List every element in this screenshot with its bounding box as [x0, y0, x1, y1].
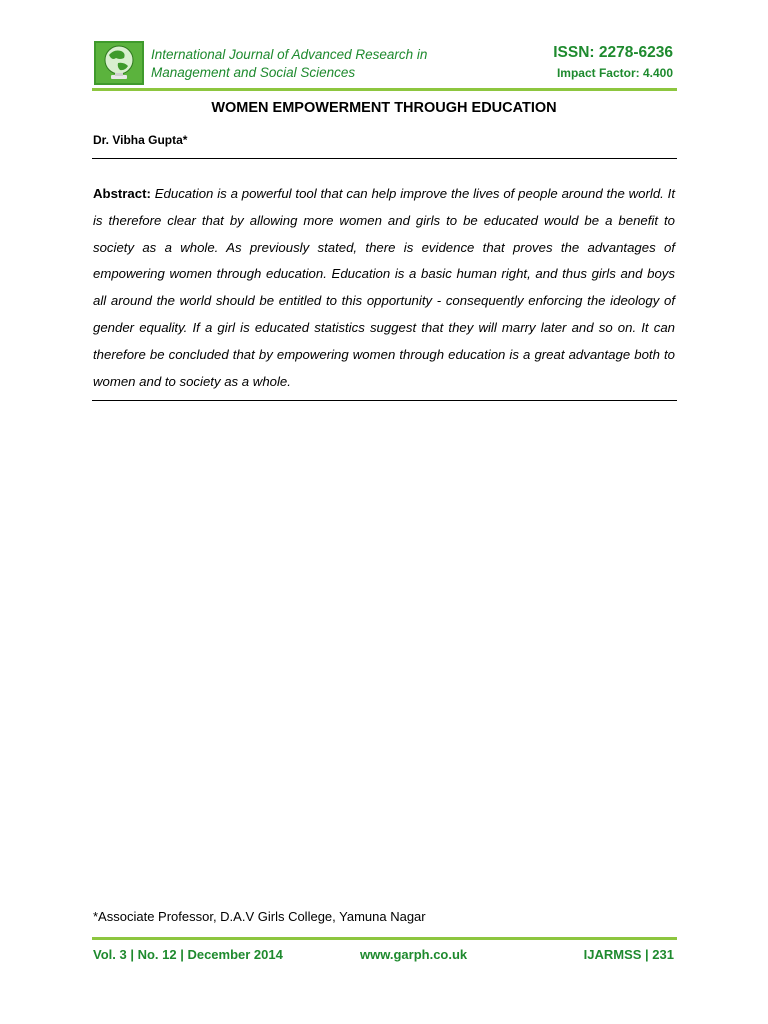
- footer-page-number: IJARMSS | 231: [583, 947, 674, 962]
- paper-title: WOMEN EMPOWERMENT THROUGH EDUCATION: [211, 100, 557, 116]
- author-footnote: *Associate Professor, D.A.V Girls College, Yamuna Nagar: [93, 909, 426, 924]
- issn: ISSN: 2278-6236: [553, 44, 673, 61]
- abstract: [93, 181, 675, 395]
- author-name: Dr. Vibha Gupta*: [93, 133, 188, 147]
- journal-logo-icon: [94, 41, 144, 85]
- abstract-label: Abstract:: [93, 186, 151, 201]
- abstract-text: Education is a powerful tool that can help improve the lives of people around the world. It is therefore clear that by allowing more women and girls to be educated would be a benefit to society as a whole. As previously stated, there is evidence that proves the advantages of empowering women through education. Education is a basic human right, and thus girls and boys all around the world should be entitled to this opportunity - consequently enforcing the ideology of gender equality. If a girl is educated statistics suggest that they will marry later and so on. It can therefore be concluded that by empowering women through education is a great advantage both to women and to society as a whole.: [93, 186, 675, 389]
- impact-factor: Impact Factor: 4.400: [556, 66, 673, 80]
- footer-volume: Vol. 3 | No. 12 | December 2014: [93, 947, 283, 962]
- header-divider: [92, 88, 677, 91]
- abstract-top-rule: [92, 158, 677, 159]
- footer-website[interactable]: www.garph.co.uk: [360, 947, 468, 962]
- footer-divider: [92, 937, 677, 940]
- journal-name-line2: Management and Social Sciences: [151, 65, 356, 80]
- journal-name-line1: International Journal of Advanced Research in: [151, 47, 428, 62]
- journal-name: [151, 46, 427, 82]
- abstract-bottom-rule: [92, 400, 677, 401]
